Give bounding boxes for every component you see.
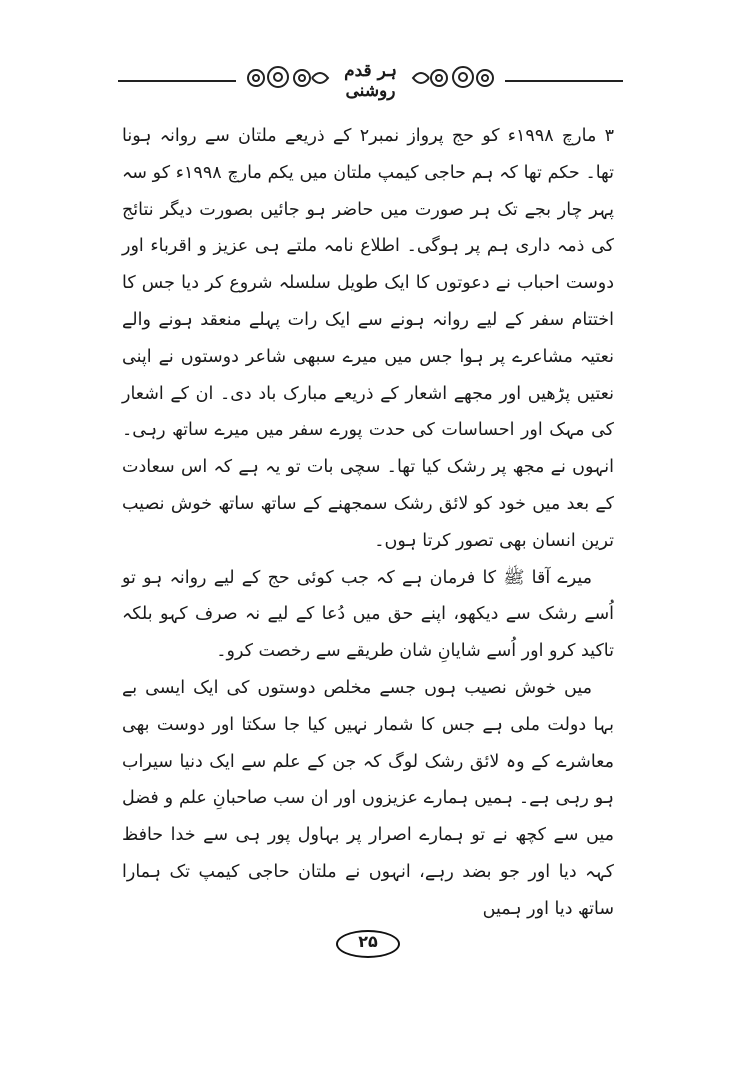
page-number-text: ۲۵ — [358, 932, 378, 951]
running-title: ہر قدم روشنی — [344, 61, 397, 101]
ornament-left-icon — [242, 62, 332, 92]
paragraph-1: ۳ مارچ ۱۹۹۸ء کو حج پرواز نمبر۲ کے ذریعے ملتان سے روانہ ہونا تھا۔ حکم تھا کہ ہم حاجی کیمپ ملتان میں یکم مارچ ۱۹۹۸ء کو سہ پہر چار بجے تک ہر صورت میں حاضر ہو جائیں بصورت دیگر نتائج کی ذمہ داری ہم پر ہوگی۔ اطلاع نامہ ملتے ہی عزیز و اقرباء اور دوست احباب نے دعوتوں کا ایک طویل سلسلہ شروع کر دیا جس کا اختتام سفر کے لیے روانہ ہونے سے ایک رات پہلے منعقد ہونے والے نعتیہ مشاعرے پر ہوا جس میں میرے سبھی شاعر دوستوں نے اپنی نعتیں پڑھیں اور مجھے اشعار کے ذریعے مبارک باد دی۔ ان کے اشعار کی مہک اور احساسات کی حدت پورے سفر میں میرے ساتھ رہی۔ انہوں نے مجھ پر رشک کیا تھا۔ سچی بات تو یہ ہے کہ اس سعادت کے بعد میں خود کو لائق رشک سمجھنے کے ساتھ ساتھ خوش نصیب ترین انسان بھی تصور کرتا ہوں۔ — [122, 126, 614, 551]
ornament-right-icon — [409, 62, 499, 92]
header-rule-left — [118, 80, 236, 82]
header-rule-right — [505, 80, 623, 82]
page-number — [336, 930, 400, 958]
paragraph-2: میرے آقا ﷺ کا فرمان ہے کہ جب کوئی حج کے لیے روانہ ہو تو اُسے رشک سے دیکھو، اپنے حق میں دُعا کے لیے نہ صرف کہو بلکہ تاکید کرو اور اُسے شایانِ شان طریقے سے رخصت کرو۔ — [122, 567, 614, 662]
running-header — [118, 58, 623, 101]
paragraph-3: میں خوش نصیب ہوں جسے مخلص دوستوں کی ایک ایسی بے بہا دولت ملی ہے جس کا شمار نہیں کیا جا سکتا اور دوست بھی معاشرے کے وہ لائق رشک لوگ کہ جن کے علم سے ایک دنیا سیراب ہو رہی ہے۔ ہمیں ہمارے عزیزوں اور ان سب صاحبانِ علم و فضل میں سے کچھ نے تو ہمارے اصرار پر بہاول پور ہی سے خدا حافظ کہہ دیا اور جو بضد رہے، انہوں نے ملتان حاجی کیمپ تک ہمارا ساتھ دیا اور ہمیں — [122, 677, 614, 919]
body-text — [122, 118, 614, 928]
